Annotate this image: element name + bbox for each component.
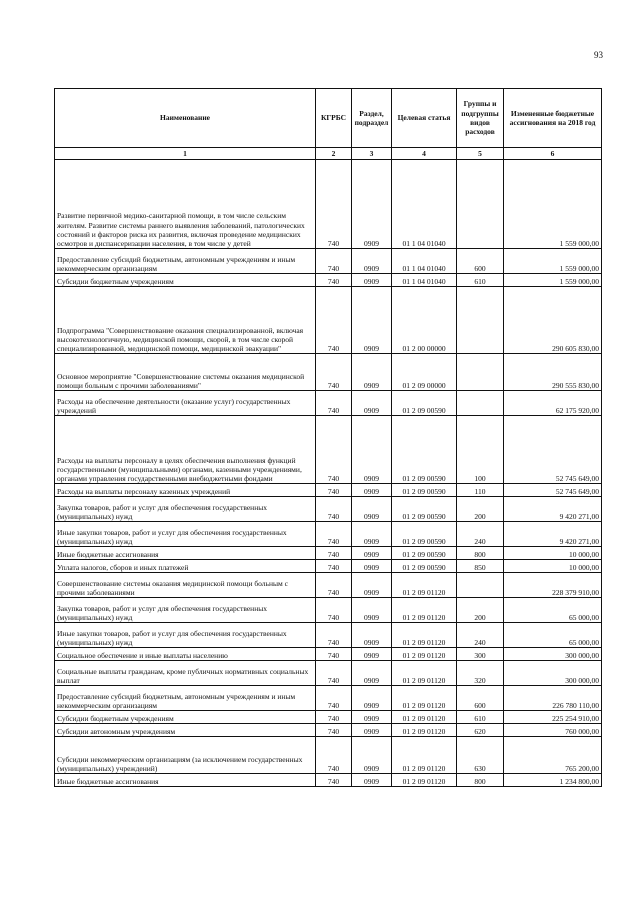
header-section: Раздел, подраздел: [352, 89, 392, 148]
cell-name: Социальное обеспечение и иные выплаты населению: [55, 648, 316, 661]
table-row: [55, 547, 602, 560]
cell-name: Предоставление субсидий бюджетным, автономным учреждениям и иным некоммерческим организациям: [55, 686, 316, 711]
header-name: Наименование: [55, 89, 316, 148]
cell-group: [457, 160, 504, 249]
cell-section: 0909: [352, 484, 392, 497]
column-number: 6: [504, 148, 602, 160]
cell-target: 01 2 09 00590: [392, 416, 457, 484]
cell-target: 01 2 09 01120: [392, 573, 457, 598]
cell-group: [457, 391, 504, 416]
cell-amount: 226 780 110,00: [504, 686, 602, 711]
cell-name: Закупка товаров, работ и услуг для обеспечения государственных (муниципальных) нужд: [55, 598, 316, 623]
cell-kgrbs: 740: [316, 560, 352, 573]
cell-amount: 9 420 271,00: [504, 497, 602, 522]
cell-group: [457, 573, 504, 598]
table-row: [55, 416, 602, 484]
cell-amount: 65 000,00: [504, 623, 602, 648]
column-number: 2: [316, 148, 352, 160]
table-row: [55, 354, 602, 391]
cell-target: 01 2 09 01120: [392, 598, 457, 623]
cell-target: 01 2 09 01120: [392, 661, 457, 686]
cell-amount: 228 379 910,00: [504, 573, 602, 598]
table-row: [55, 774, 602, 787]
cell-section: 0909: [352, 274, 392, 287]
column-number: 1: [55, 148, 316, 160]
header-kgrbs: КГРБС: [316, 89, 352, 148]
cell-name: Основное мероприятие "Совершенствование системы оказания медицинской помощи больным с прочими заболеваниями": [55, 354, 316, 391]
cell-kgrbs: 740: [316, 287, 352, 354]
cell-name: Подпрограмма "Совершенствование оказания специализированной, включая высокотехнологичную, медицинской помощи, скорой, в том числе скорой специализированной, медицинской помощи, медицинской эвакуации": [55, 287, 316, 354]
cell-group: 600: [457, 686, 504, 711]
cell-target: 01 2 09 01120: [392, 648, 457, 661]
header-groups: Группы и подгруппы видов расходов: [457, 89, 504, 148]
cell-amount: 760 000,00: [504, 724, 602, 737]
table-row: [55, 560, 602, 573]
cell-kgrbs: 740: [316, 497, 352, 522]
page-number: 93: [594, 50, 603, 60]
cell-name: Расходы на обеспечение деятельности (оказание услуг) государственных учреждений: [55, 391, 316, 416]
table-row: [55, 274, 602, 287]
cell-group: 600: [457, 249, 504, 274]
cell-kgrbs: 740: [316, 249, 352, 274]
cell-name: Субсидии некоммерческим организациям (за исключением государственных (муниципальных) учреждений): [55, 737, 316, 774]
cell-section: 0909: [352, 648, 392, 661]
cell-target: 01 2 09 01120: [392, 623, 457, 648]
column-number-row: [55, 148, 602, 160]
cell-target: 01 2 00 00000: [392, 287, 457, 354]
cell-section: 0909: [352, 287, 392, 354]
cell-target: 01 2 09 00590: [392, 560, 457, 573]
cell-amount: 1 559 000,00: [504, 160, 602, 249]
cell-section: 0909: [352, 623, 392, 648]
header-row: [55, 89, 602, 148]
cell-name: Субсидии бюджетным учреждениям: [55, 274, 316, 287]
cell-group: [457, 354, 504, 391]
cell-kgrbs: 740: [316, 484, 352, 497]
cell-section: 0909: [352, 686, 392, 711]
cell-name: Иные бюджетные ассигнования: [55, 774, 316, 787]
cell-target: 01 2 09 00590: [392, 497, 457, 522]
cell-target: 01 2 09 01120: [392, 737, 457, 774]
table-row: [55, 623, 602, 648]
cell-kgrbs: 740: [316, 648, 352, 661]
cell-kgrbs: 740: [316, 274, 352, 287]
table-row: [55, 249, 602, 274]
table-row: [55, 391, 602, 416]
cell-amount: 1 559 000,00: [504, 274, 602, 287]
cell-target: 01 1 04 01040: [392, 160, 457, 249]
cell-section: 0909: [352, 573, 392, 598]
cell-group: [457, 287, 504, 354]
cell-amount: 10 000,00: [504, 547, 602, 560]
cell-target: 01 2 09 01120: [392, 711, 457, 724]
cell-kgrbs: 740: [316, 737, 352, 774]
table-row: [55, 598, 602, 623]
cell-amount: 225 254 910,00: [504, 711, 602, 724]
cell-kgrbs: 740: [316, 661, 352, 686]
cell-name: Иные закупки товаров, работ и услуг для обеспечения государственных (муниципальных) нужд: [55, 623, 316, 648]
cell-kgrbs: 740: [316, 354, 352, 391]
cell-amount: 300 000,00: [504, 661, 602, 686]
cell-kgrbs: 740: [316, 724, 352, 737]
cell-name: Расходы на выплаты персоналу в целях обеспечения выполнения функций государственными (муниципальными) органами, казенными учреждениями, органами управления государственными внебюджетными фондами: [55, 416, 316, 484]
table-row: [55, 648, 602, 661]
column-number: 5: [457, 148, 504, 160]
cell-group: 200: [457, 598, 504, 623]
cell-kgrbs: 740: [316, 573, 352, 598]
cell-name: Расходы на выплаты персоналу казенных учреждений: [55, 484, 316, 497]
cell-name: Субсидии бюджетным учреждениям: [55, 711, 316, 724]
cell-name: Закупка товаров, работ и услуг для обеспечения государственных (муниципальных) нужд: [55, 497, 316, 522]
cell-section: 0909: [352, 160, 392, 249]
cell-section: 0909: [352, 661, 392, 686]
table-row: [55, 737, 602, 774]
cell-target: 01 2 09 00590: [392, 522, 457, 547]
cell-kgrbs: 740: [316, 522, 352, 547]
cell-section: 0909: [352, 497, 392, 522]
cell-amount: 1 559 000,00: [504, 249, 602, 274]
cell-amount: 9 420 271,00: [504, 522, 602, 547]
cell-kgrbs: 740: [316, 623, 352, 648]
cell-amount: 765 200,00: [504, 737, 602, 774]
cell-target: 01 1 04 01040: [392, 274, 457, 287]
cell-amount: 290 555 830,00: [504, 354, 602, 391]
cell-group: 200: [457, 497, 504, 522]
table-row: [55, 497, 602, 522]
cell-amount: 10 000,00: [504, 560, 602, 573]
cell-section: 0909: [352, 724, 392, 737]
cell-group: 240: [457, 623, 504, 648]
cell-group: 620: [457, 724, 504, 737]
cell-group: 800: [457, 774, 504, 787]
table-row: [55, 686, 602, 711]
cell-group: 800: [457, 547, 504, 560]
cell-section: 0909: [352, 249, 392, 274]
table-row: [55, 287, 602, 354]
cell-kgrbs: 740: [316, 711, 352, 724]
cell-target: 01 2 09 01120: [392, 686, 457, 711]
cell-group: 630: [457, 737, 504, 774]
table-row: [55, 160, 602, 249]
cell-name: Совершенствование системы оказания медицинской помощи больным с прочими заболеваниями: [55, 573, 316, 598]
cell-section: 0909: [352, 391, 392, 416]
cell-kgrbs: 740: [316, 774, 352, 787]
cell-group: 100: [457, 416, 504, 484]
cell-section: 0909: [352, 547, 392, 560]
cell-amount: 1 234 800,00: [504, 774, 602, 787]
cell-target: 01 2 09 00590: [392, 484, 457, 497]
budget-table: [54, 88, 602, 787]
column-number: 3: [352, 148, 392, 160]
cell-amount: 290 605 830,00: [504, 287, 602, 354]
cell-kgrbs: 740: [316, 598, 352, 623]
table-row: [55, 522, 602, 547]
cell-kgrbs: 740: [316, 416, 352, 484]
cell-group: 850: [457, 560, 504, 573]
table-row: [55, 661, 602, 686]
cell-name: Социальные выплаты гражданам, кроме публичных нормативных социальных выплат: [55, 661, 316, 686]
cell-group: 610: [457, 711, 504, 724]
cell-group: 240: [457, 522, 504, 547]
cell-section: 0909: [352, 416, 392, 484]
cell-target: 01 2 09 01120: [392, 774, 457, 787]
cell-target: 01 1 04 01040: [392, 249, 457, 274]
cell-section: 0909: [352, 522, 392, 547]
cell-section: 0909: [352, 711, 392, 724]
table-row: [55, 484, 602, 497]
cell-kgrbs: 740: [316, 160, 352, 249]
header-target: Целевая статья: [392, 89, 457, 148]
cell-name: Субсидии автономным учреждениям: [55, 724, 316, 737]
cell-name: Иные закупки товаров, работ и услуг для обеспечения государственных (муниципальных) нужд: [55, 522, 316, 547]
cell-amount: 300 000,00: [504, 648, 602, 661]
cell-group: 110: [457, 484, 504, 497]
cell-amount: 62 175 920,00: [504, 391, 602, 416]
cell-name: Развитие первичной медико-санитарной помощи, в том числе сельским жителям. Развитие системы раннего выявления заболеваний, патологических состояний и факторов риска их развития, включая проведение медицинских осмотров и диспансеризации населения, в том числе у детей: [55, 160, 316, 249]
cell-kgrbs: 740: [316, 547, 352, 560]
cell-name: Предоставление субсидий бюджетным, автономным учреждениям и иным некоммерческим организациям: [55, 249, 316, 274]
cell-section: 0909: [352, 560, 392, 573]
cell-group: 320: [457, 661, 504, 686]
table-row: [55, 711, 602, 724]
cell-group: 610: [457, 274, 504, 287]
header-amount: Измененные бюджетные ассигнования на 2018 год: [504, 89, 602, 148]
cell-section: 0909: [352, 774, 392, 787]
cell-amount: 65 000,00: [504, 598, 602, 623]
cell-section: 0909: [352, 354, 392, 391]
cell-group: 300: [457, 648, 504, 661]
cell-kgrbs: 740: [316, 686, 352, 711]
cell-kgrbs: 740: [316, 391, 352, 416]
cell-target: 01 2 09 00590: [392, 547, 457, 560]
cell-amount: 52 745 649,00: [504, 416, 602, 484]
cell-target: 01 2 09 01120: [392, 724, 457, 737]
cell-section: 0909: [352, 598, 392, 623]
table-row: [55, 573, 602, 598]
cell-section: 0909: [352, 737, 392, 774]
cell-name: Иные бюджетные ассигнования: [55, 547, 316, 560]
cell-name: Уплата налогов, сборов и иных платежей: [55, 560, 316, 573]
cell-amount: 52 745 649,00: [504, 484, 602, 497]
column-number: 4: [392, 148, 457, 160]
table-body: [55, 160, 602, 787]
table-row: [55, 724, 602, 737]
cell-target: 01 2 09 00000: [392, 354, 457, 391]
cell-target: 01 2 09 00590: [392, 391, 457, 416]
